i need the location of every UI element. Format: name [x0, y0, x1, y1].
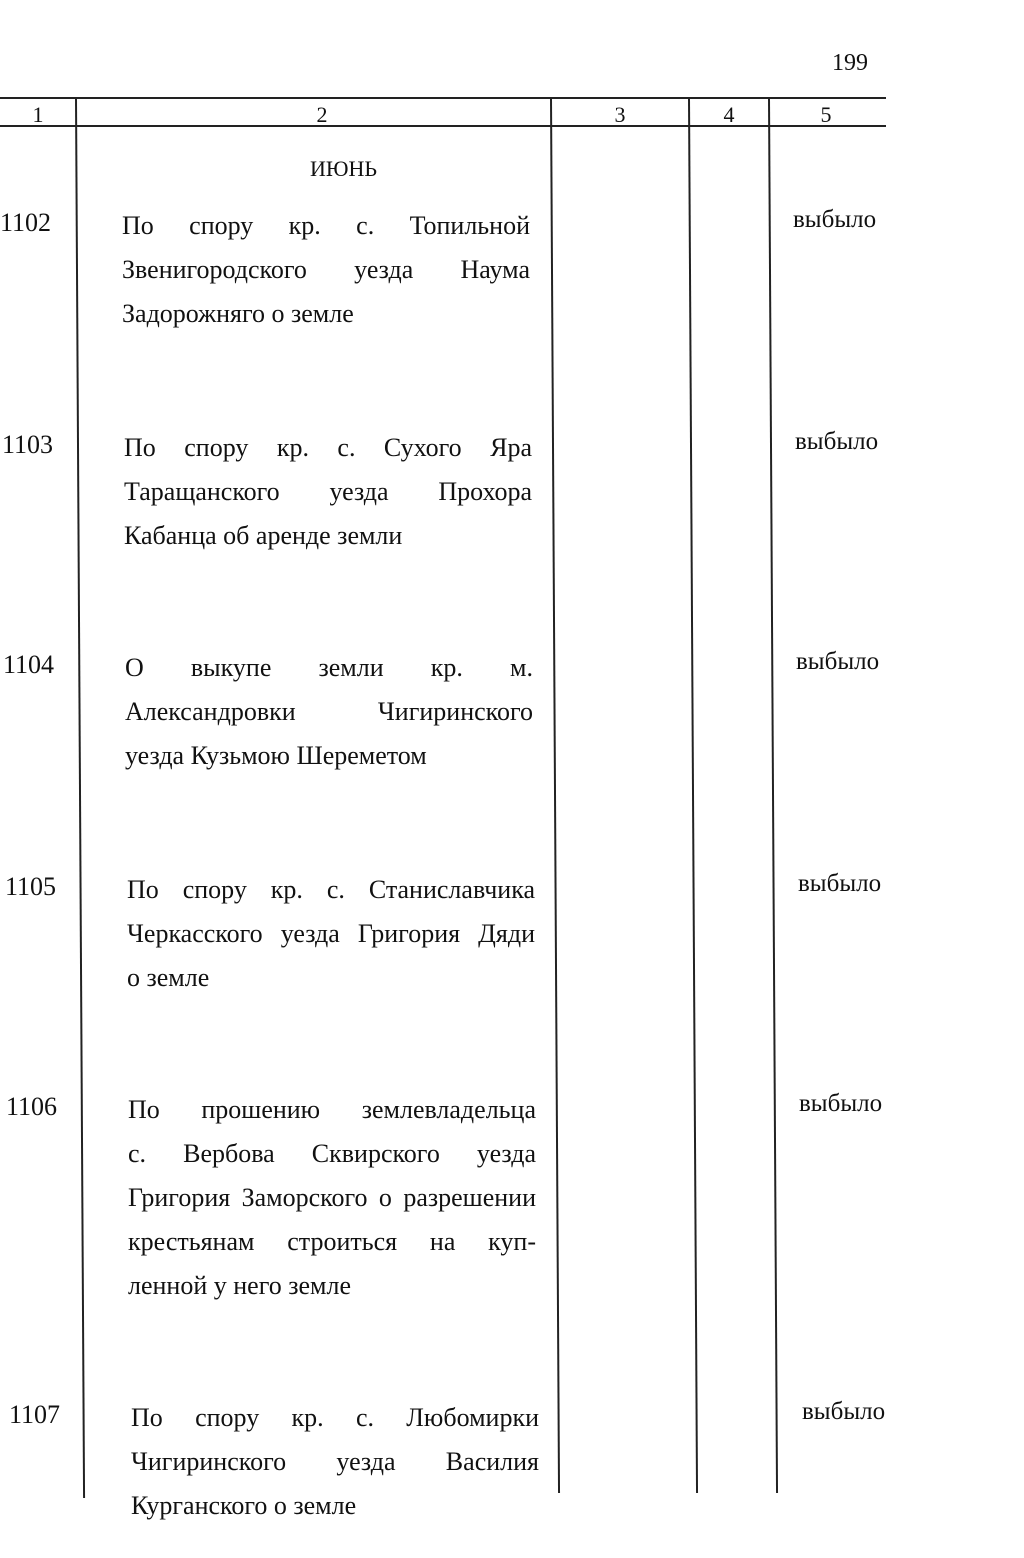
column-header-4: 4: [723, 102, 735, 127]
column-header-3: 3: [614, 102, 626, 127]
entry-status: выбыло: [802, 1398, 886, 1425]
table-top-rule: [0, 97, 886, 99]
description-line: Черкасского уезда Григория Дяди: [127, 919, 535, 948]
entry-status: выбыло: [793, 206, 877, 233]
description-line: Кабанца об аренде земли: [124, 521, 403, 550]
entry-number: 1103: [2, 430, 54, 459]
description-line: По прошению землевладельца: [128, 1095, 536, 1124]
entry-description: [125, 646, 533, 778]
description-line: с. Вербова Сквирского уезда: [128, 1139, 536, 1168]
entry-number: 1106: [6, 1092, 58, 1121]
entry-number: 1107: [9, 1400, 61, 1429]
entry-description: [131, 1396, 539, 1528]
entry-status: выбыло: [795, 428, 879, 455]
header-bottom-rule: [0, 125, 886, 127]
description-line: Чигиринского уезда Василия: [131, 1447, 539, 1476]
entry-number: 1105: [5, 872, 57, 901]
entry-number: 1102: [0, 208, 52, 237]
page-number: 199: [832, 50, 868, 76]
entry-description: [128, 1088, 536, 1308]
description-line: Таращанского уезда Прохора: [124, 477, 532, 506]
description-line: О выкупе земли кр. м.: [125, 653, 533, 682]
description-line: По спору кр. с. Топильной: [122, 211, 530, 240]
description-line: Звенигородского уезда Наума: [122, 255, 530, 284]
description-line: ленной у него земле: [128, 1271, 352, 1300]
column-divider: [550, 98, 560, 1493]
entry-status: выбыло: [796, 648, 880, 675]
column-header-5: 5: [820, 102, 832, 127]
description-line: По спору кр. с. Любомирки: [131, 1403, 539, 1432]
entry-description: [124, 426, 532, 558]
column-divider: [768, 98, 778, 1493]
entry-description: [127, 868, 535, 1000]
description-line: По спору кр. с. Сухого Яра: [124, 433, 532, 462]
month-heading: ИЮНЬ: [310, 156, 378, 181]
column-divider: [688, 98, 698, 1493]
entry-status: выбыло: [798, 870, 882, 897]
description-line: Курганского о земле: [131, 1491, 357, 1520]
column-divider: [75, 98, 85, 1498]
description-line: Задорожняго о земле: [122, 299, 354, 328]
column-header-1: 1: [32, 102, 44, 127]
entry-status: выбыло: [799, 1090, 883, 1117]
description-line: уезда Кузьмою Шереметом: [125, 741, 427, 770]
entry-number: 1104: [3, 650, 55, 679]
description-line: Александровки Чигиринского: [125, 697, 533, 726]
description-line: Григория Заморского о разрешении: [128, 1183, 536, 1212]
column-header-2: 2: [316, 102, 328, 127]
description-line: крестьянам строиться на куп-: [128, 1227, 536, 1256]
description-line: По спору кр. с. Станиславчика: [127, 875, 535, 904]
description-line: о земле: [127, 963, 210, 992]
entry-description: [122, 204, 530, 336]
